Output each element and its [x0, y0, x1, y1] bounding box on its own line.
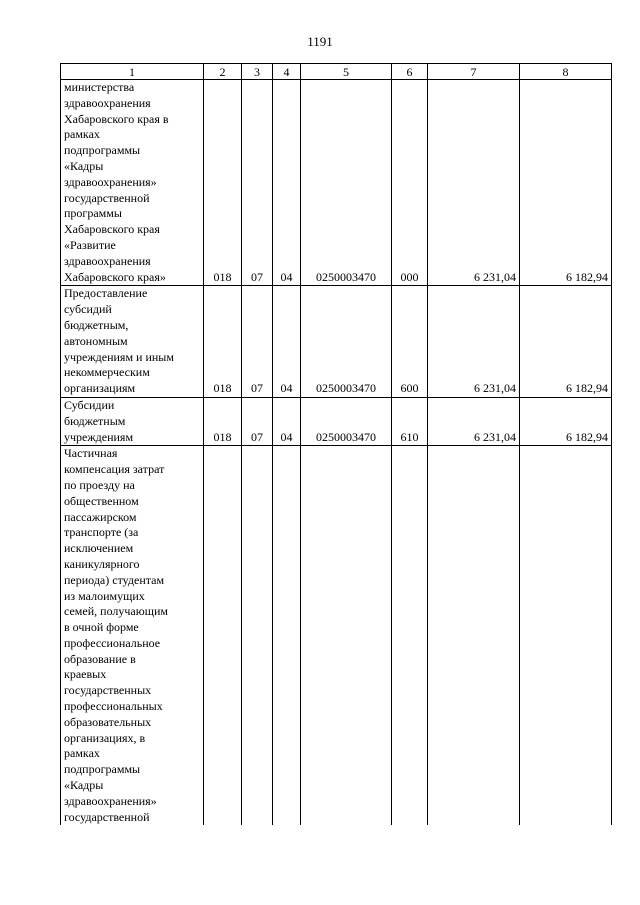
description-line: пассажирском — [64, 509, 137, 524]
amount-col8: 6 182,94 — [520, 80, 612, 286]
section-code: 07 — [242, 80, 273, 286]
table-row — [61, 286, 612, 398]
description-line: общественном — [64, 493, 139, 508]
table-row — [61, 397, 612, 445]
amount-col7: 6 231,04 — [428, 397, 520, 445]
table-row — [61, 446, 612, 826]
budget-table — [60, 63, 612, 825]
description-line: компенсация затрат — [64, 462, 165, 477]
description-line: из малоимущих — [64, 588, 145, 603]
description-line: учреждениям и иным — [64, 349, 174, 364]
expense-type-code: 000 — [392, 80, 428, 286]
description-line: бюджетным, — [64, 317, 129, 332]
section-code — [242, 446, 273, 826]
table-row — [61, 80, 612, 286]
expense-type-code: 610 — [392, 397, 428, 445]
description-line: Хабаровского края» — [64, 269, 166, 284]
description-line: здравоохранения» — [64, 793, 157, 808]
subsection-code: 04 — [273, 286, 301, 398]
description-line: организациях, в — [64, 730, 146, 745]
section-code: 07 — [242, 397, 273, 445]
description-line: некоммерческим — [64, 365, 150, 380]
description-line: рамках — [64, 127, 100, 142]
description-line: подпрограммы — [64, 762, 141, 777]
amount-col8: 6 182,94 — [520, 397, 612, 445]
description-line: бюджетным — [64, 413, 126, 428]
description-line: Частичная — [64, 446, 118, 461]
column-header: 4 — [273, 64, 301, 80]
amount-col7 — [428, 446, 520, 826]
description-line: здравоохранения» — [64, 174, 157, 189]
column-header: 5 — [301, 64, 392, 80]
description-line: «Кадры — [64, 778, 104, 793]
column-header: 6 — [392, 64, 428, 80]
description-line: образовательных — [64, 714, 152, 729]
description-line: каникулярного — [64, 556, 140, 571]
row-description — [61, 446, 204, 826]
department-code: 018 — [204, 286, 242, 398]
description-line: «Кадры — [64, 158, 104, 173]
description-line: учреждениям — [64, 429, 134, 444]
description-line: здравоохранения — [64, 253, 151, 268]
column-header: 8 — [520, 64, 612, 80]
description-line: Предоставление — [64, 286, 148, 301]
page-number: 1191 — [307, 34, 333, 49]
description-line: транспорте (за — [64, 525, 139, 540]
description-line: исключением — [64, 541, 134, 556]
header-row — [61, 64, 612, 80]
amount-col7: 6 231,04 — [428, 286, 520, 398]
department-code: 018 — [204, 397, 242, 445]
column-header: 2 — [204, 64, 242, 80]
column-header: 3 — [242, 64, 273, 80]
subsection-code: 04 — [273, 397, 301, 445]
row-description — [61, 80, 204, 286]
target-article-code: 0250003470 — [301, 397, 392, 445]
description-line: «Развитие — [64, 237, 116, 252]
description-line: Субсидии — [64, 397, 115, 412]
description-line: государственной — [64, 809, 150, 824]
subsection-code — [273, 446, 301, 826]
target-article-code: 0250003470 — [301, 80, 392, 286]
section-code: 07 — [242, 286, 273, 398]
description-line: организациям — [64, 381, 136, 396]
column-header: 1 — [61, 64, 204, 80]
description-line: субсидий — [64, 302, 112, 317]
description-line: периода) студентам — [64, 572, 165, 587]
column-header: 7 — [428, 64, 520, 80]
description-line: профессиональное — [64, 635, 161, 650]
subsection-code: 04 — [273, 80, 301, 286]
description-line: семей, получающим — [64, 604, 168, 619]
description-line: краевых — [64, 667, 107, 682]
table-body — [61, 80, 612, 826]
target-article-code: 0250003470 — [301, 286, 392, 398]
description-line: образование в — [64, 651, 136, 666]
amount-col7: 6 231,04 — [428, 80, 520, 286]
description-line: автономным — [64, 333, 128, 348]
description-line: Хабаровского края — [64, 222, 160, 237]
description-line: рамках — [64, 746, 100, 761]
description-line: здравоохранения — [64, 95, 151, 110]
description-line: программы — [64, 206, 122, 221]
amount-col8: 6 182,94 — [520, 286, 612, 398]
expense-type-code — [392, 446, 428, 826]
description-line: государственной — [64, 190, 150, 205]
target-article-code — [301, 446, 392, 826]
amount-col8 — [520, 446, 612, 826]
description-line: министерства — [64, 80, 135, 94]
description-line: подпрограммы — [64, 143, 141, 158]
description-line: Хабаровского края в — [64, 111, 169, 126]
description-line: в очной форме — [64, 620, 139, 635]
description-line: профессиональных — [64, 699, 163, 714]
row-description — [61, 286, 204, 398]
description-line: государственных — [64, 683, 152, 698]
row-description — [61, 397, 204, 445]
department-code — [204, 446, 242, 826]
department-code: 018 — [204, 80, 242, 286]
description-line: по проезду на — [64, 477, 135, 492]
expense-type-code: 600 — [392, 286, 428, 398]
